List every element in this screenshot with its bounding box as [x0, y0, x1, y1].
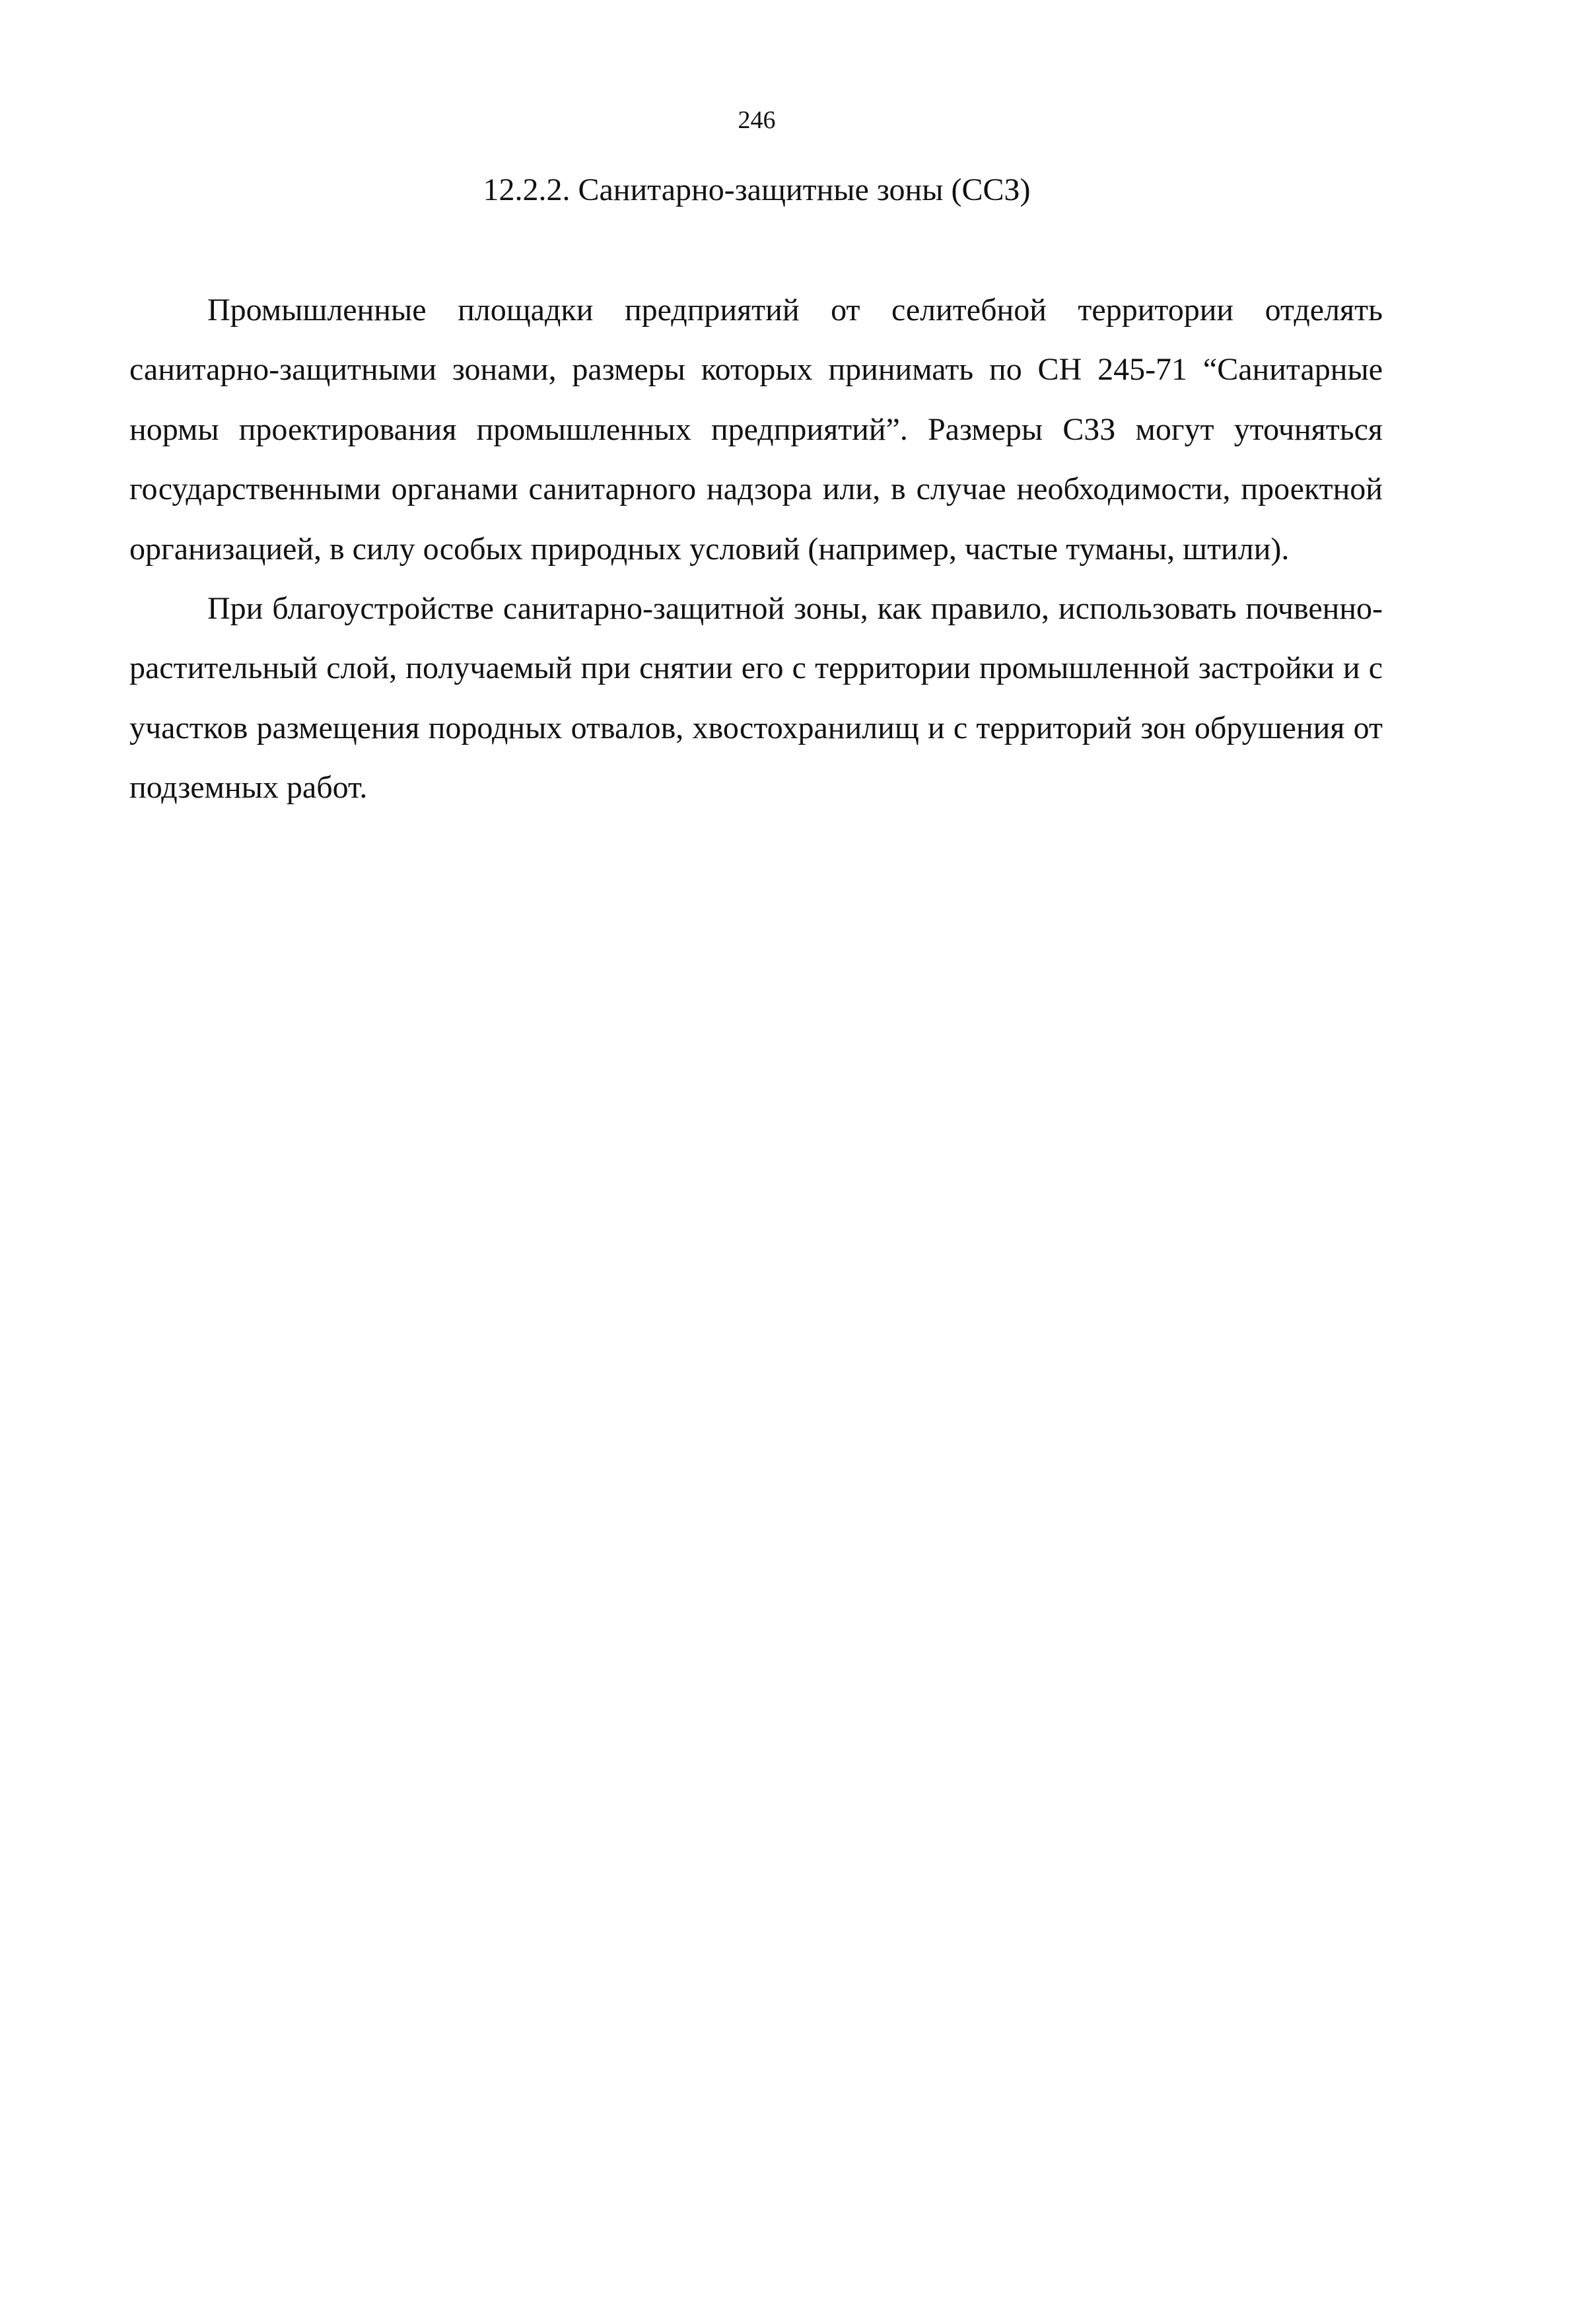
- paragraph-sanitary-zones: Промышленные площадки предприятий от селитебной территории отделять санитарно-защитными зонами, размеры которых принимать по СН 245-71 “Санитарные нормы проектирования промышленных предприятий”. Размеры СЗЗ могут уточняться государственными органами санитарного надзора или, в случае необходимости, проектной организацией, в силу особых природных условий (например, частые туманы, штили).: [129, 293, 1383, 567]
- body-text: [129, 281, 1383, 818]
- paragraph-landscaping: При благоустройстве санитарно-защитной зоны, как правило, использовать почвенно-растительный слой, получаемый при снятии его с территории промышленной застройки и с участков размещения породных отвалов, хвостохранилищ и с территорий зон обрушения от подземных работ.: [129, 591, 1383, 806]
- section-title: 12.2.2. Санитарно-защитные зоны (ССЗ): [483, 172, 1031, 207]
- page-number: 246: [738, 106, 776, 134]
